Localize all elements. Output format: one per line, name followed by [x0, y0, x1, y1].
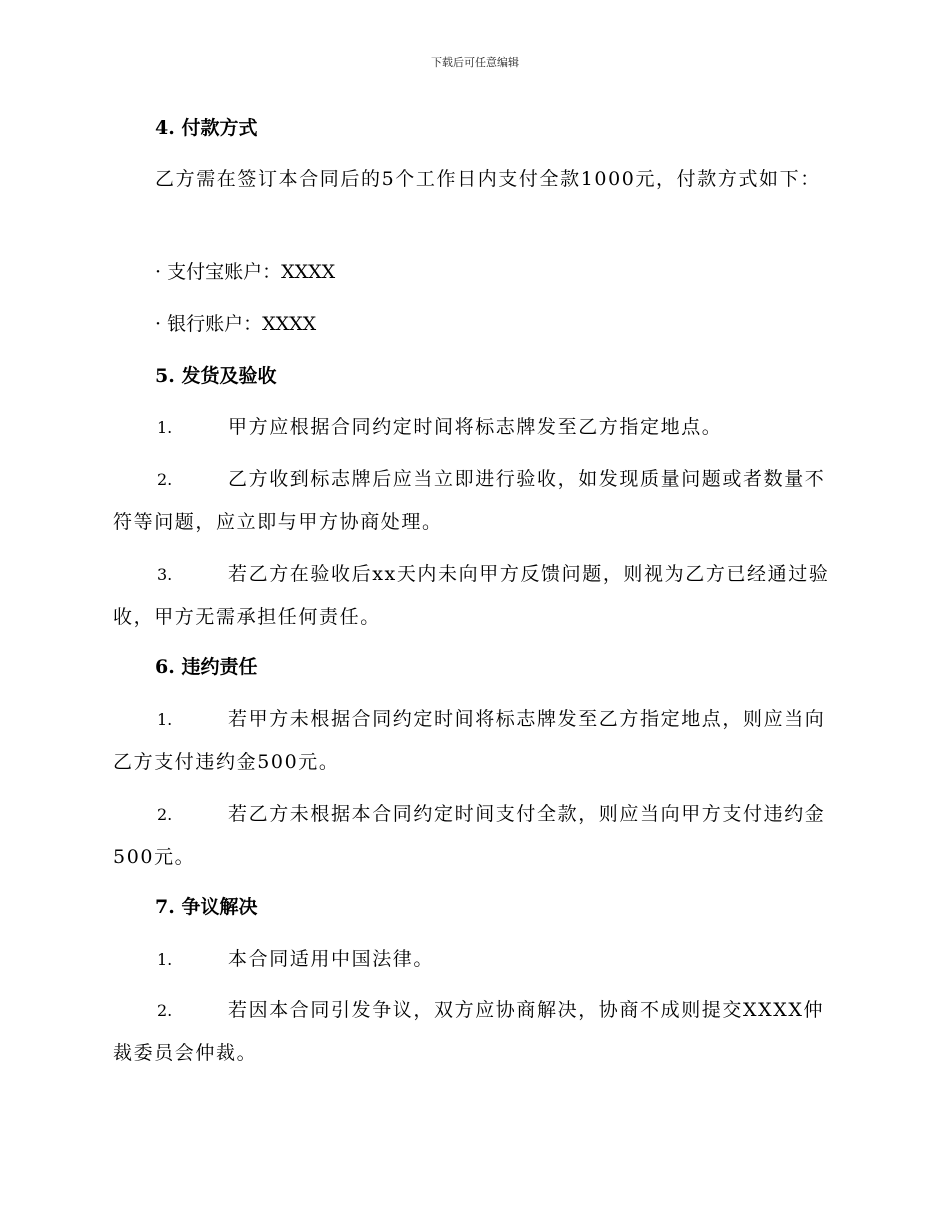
item-text: 若甲方未根据合同约定时间将标志牌发至乙方指定地点，则应当向乙方支付违约金500元。	[113, 708, 826, 773]
item-text: 若因本合同引发争议，双方应协商解决，协商不成则提交XXXX仲裁委员会仲裁。	[113, 999, 825, 1064]
item-text: 本合同适用中国法律。	[228, 948, 435, 970]
item-number: 2.	[157, 805, 173, 824]
item-number: 1.	[157, 710, 173, 729]
item-number: 3.	[157, 565, 173, 584]
section-7-item-2	[113, 989, 835, 1075]
item-text: 乙方收到标志牌后应当立即进行验收，如发现质量问题或者数量不符等问题，应立即与甲方协商处理。	[113, 468, 826, 533]
item-text: 甲方应根据合同约定时间将标志牌发至乙方指定地点。	[228, 416, 723, 438]
section-7-item-1	[113, 938, 835, 981]
item-number: 1.	[157, 418, 173, 437]
section-6-item-2	[113, 793, 835, 879]
item-number: 2.	[157, 470, 173, 489]
section-6-heading: 6. 违约责任	[155, 656, 258, 678]
section-5-item-2	[113, 458, 835, 544]
section-6-item-1	[113, 698, 835, 784]
section-4-paragraph: 乙方需在签订本合同后的5个工作日内支付全款1000元，付款方式如下：	[155, 168, 821, 190]
page-header: 下载后可任意编辑	[431, 56, 519, 69]
section-7-heading: 7. 争议解决	[155, 896, 258, 918]
item-text: 若乙方在验收后xx天内未向甲方反馈问题，则视为乙方已经通过验收，甲方无需承担任何责任。	[113, 563, 830, 628]
section-4-heading: 4. 付款方式	[155, 117, 258, 139]
section-5-item-1	[113, 406, 835, 449]
item-text: 若乙方未根据本合同约定时间支付全款，则应当向甲方支付违约金500元。	[113, 803, 826, 868]
item-number: 2.	[157, 1001, 173, 1020]
bullet-alipay-account: · 支付宝账户：XXXX	[155, 261, 336, 283]
bullet-bank-account: · 银行账户：XXXX	[155, 313, 317, 335]
item-number: 1.	[157, 950, 173, 969]
section-5-item-3	[113, 553, 835, 639]
section-5-heading: 5. 发货及验收	[155, 365, 277, 387]
